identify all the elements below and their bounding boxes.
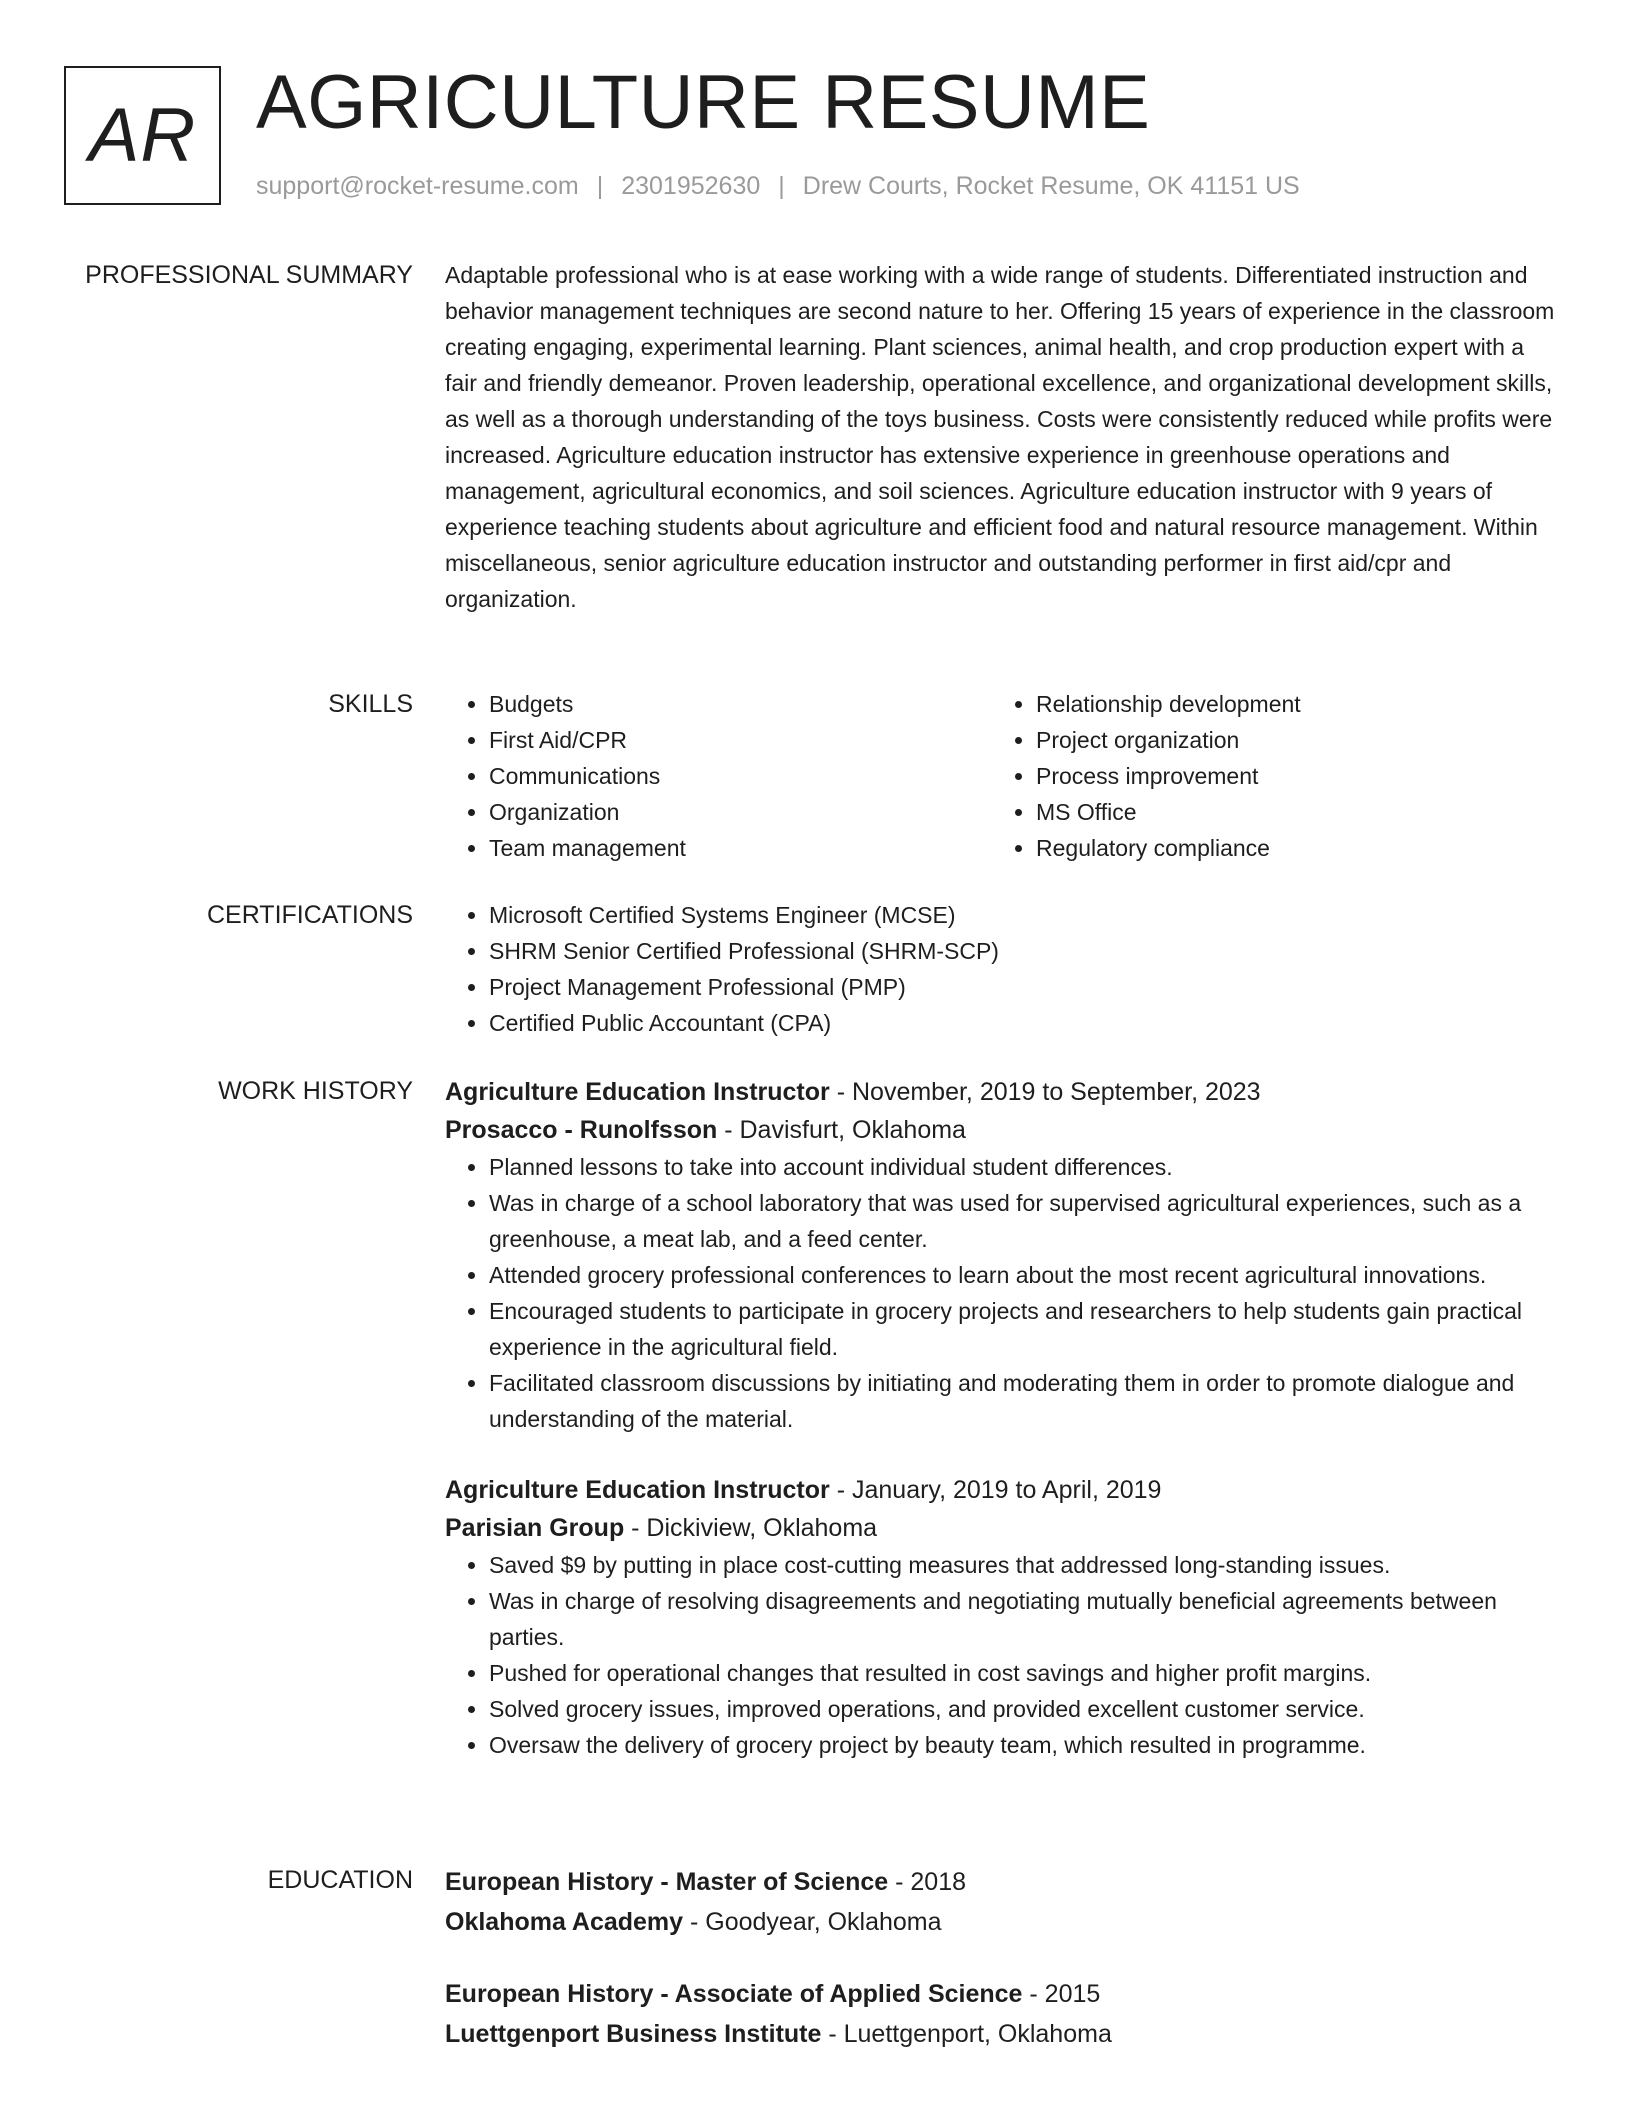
- work-history-body: [445, 1073, 1557, 1763]
- job-dates: - January, 2019 to April, 2019: [829, 1476, 1162, 1504]
- job-title-line: [445, 1073, 1557, 1111]
- job-company-line: [445, 1509, 1557, 1547]
- education-degree-line: [445, 1862, 1557, 1902]
- education-school: Luettgenport Business Institute: [445, 2020, 822, 2048]
- job-bullet: • Was in charge of a school laboratory that was used for supervised agricultural experiences, such as a greenhouse, a meat lab, and a feed center.: [489, 1185, 1557, 1257]
- skills-list-right: [992, 686, 1539, 866]
- skill-item: • Budgets: [489, 686, 992, 722]
- job-bullet: • Attended grocery professional conferences to learn about the most recent agricultural innovations.: [489, 1257, 1557, 1293]
- section-title-certifications: CERTIFICATIONS: [206, 901, 413, 929]
- certification-item: • Certified Public Accountant (CPA): [489, 1005, 1557, 1041]
- section-title-work-history: WORK HISTORY: [218, 1077, 413, 1105]
- section-title-summary: PROFESSIONAL SUMMARY: [85, 261, 413, 289]
- job-bullet: • Planned lessons to take into account individual student differences.: [489, 1149, 1557, 1185]
- job-bullet: • Pushed for operational changes that resulted in cost savings and higher profit margins.: [489, 1655, 1557, 1691]
- job-entry: [445, 1471, 1557, 1763]
- summary-text: Adaptable professional who is at ease working with a wide range of students. Differentiated instruction and behavior management techniques are second nature to her. Offering 15 years of experience in the classroom creating engaging, experimental learning. Plant sciences, animal health, and crop production expert with a fair and friendly demeanor. Proven leadership, operational excellence, and organizational development skills, as well as a thorough understanding of the toys business. Costs were consistently reduced while profits were increased. Agriculture education instructor has extensive experience in greenhouse operations and management, agricultural economics, and soil sciences. Agriculture education instructor with 9 years of experience teaching students about agriculture and efficient food and natural resource management. Within miscellaneous, senior agriculture education instructor and outstanding performer in first aid/cpr and organization.: [445, 262, 1555, 612]
- education-degree-line: [445, 1974, 1557, 2014]
- education-year: - 2018: [888, 1868, 967, 1896]
- job-bullets: [445, 1149, 1557, 1437]
- contact-separator: |: [596, 172, 604, 200]
- contact-phone[interactable]: 2301952630: [621, 172, 761, 200]
- job-position: Agriculture Education Instructor: [445, 1078, 830, 1106]
- job-company: Prosacco - Runolfsson: [445, 1116, 718, 1144]
- summary-body: [445, 257, 1557, 617]
- education-school: Oklahoma Academy: [445, 1908, 684, 1936]
- education-year: - 2015: [1022, 1980, 1101, 2008]
- skill-item: • Relationship development: [1036, 686, 1539, 722]
- section-title-skills: SKILLS: [328, 690, 413, 718]
- job-company-line: [445, 1111, 1557, 1149]
- job-bullet: • Was in charge of resolving disagreements and negotiating mutually beneficial agreements between parties.: [489, 1583, 1557, 1655]
- skill-item: • Organization: [489, 794, 992, 830]
- education-entry: [445, 1862, 1557, 1942]
- monogram-box: [64, 66, 221, 205]
- skill-item: • First Aid/CPR: [489, 722, 992, 758]
- education-school-line: [445, 2014, 1557, 2054]
- job-entry: [445, 1073, 1557, 1437]
- job-location: - Davisfurt, Oklahoma: [717, 1116, 966, 1144]
- job-bullet: • Facilitated classroom discussions by initiating and moderating them in order to promote dialogue and understanding of the material.: [489, 1365, 1557, 1437]
- skills-body: [445, 686, 1557, 866]
- monogram-initials: AR: [88, 93, 197, 178]
- job-location: - Dickiview, Oklahoma: [624, 1514, 878, 1542]
- certification-item: • SHRM Senior Certified Professional (SHRM-SCP): [489, 933, 1557, 969]
- contact-separator: |: [778, 172, 785, 200]
- skill-item: • Project organization: [1036, 722, 1539, 758]
- skill-item: • Team management: [489, 830, 992, 866]
- job-company: Parisian Group: [445, 1514, 625, 1542]
- job-bullet: • Encouraged students to participate in grocery projects and researchers to help students gain practical experience in the agricultural field.: [489, 1293, 1557, 1365]
- certification-item: • Microsoft Certified Systems Engineer (MCSE): [489, 897, 1557, 933]
- contact-line: [256, 172, 1300, 201]
- contact-email[interactable]: support@rocket-resume.com: [256, 172, 579, 200]
- job-bullets: [445, 1547, 1557, 1763]
- contact-address: Drew Courts, Rocket Resume, OK 41151 US: [802, 172, 1300, 200]
- job-title-line: [445, 1471, 1557, 1509]
- skill-item: • Regulatory compliance: [1036, 830, 1539, 866]
- skills-list-left: [445, 686, 992, 866]
- education-location: - Goodyear, Oklahoma: [683, 1908, 942, 1936]
- certifications-list: [445, 897, 1557, 1041]
- resume-name: AGRICULTURE RESUME: [256, 60, 1151, 145]
- education-location: - Luettgenport, Oklahoma: [821, 2020, 1112, 2048]
- skill-item: • Communications: [489, 758, 992, 794]
- education-school-line: [445, 1902, 1557, 1942]
- education-body: [445, 1862, 1557, 2054]
- education-degree: European History - Master of Science: [445, 1868, 889, 1896]
- job-bullet: • Solved grocery issues, improved operations, and provided excellent customer service.: [489, 1691, 1557, 1727]
- job-dates: - November, 2019 to September, 2023: [829, 1078, 1261, 1106]
- section-title-education: EDUCATION: [267, 1866, 413, 1894]
- education-degree: European History - Associate of Applied Science: [445, 1980, 1023, 2008]
- skill-item: • Process improvement: [1036, 758, 1539, 794]
- certification-item: • Project Management Professional (PMP): [489, 969, 1557, 1005]
- skill-item: • MS Office: [1036, 794, 1539, 830]
- certifications-body: [445, 897, 1557, 1041]
- education-entry: [445, 1974, 1557, 2054]
- job-position: Agriculture Education Instructor: [445, 1476, 830, 1504]
- job-bullet: • Oversaw the delivery of grocery project by beauty team, which resulted in programme.: [489, 1727, 1557, 1763]
- job-bullet: • Saved $9 by putting in place cost-cutting measures that addressed long-standing issues.: [489, 1547, 1557, 1583]
